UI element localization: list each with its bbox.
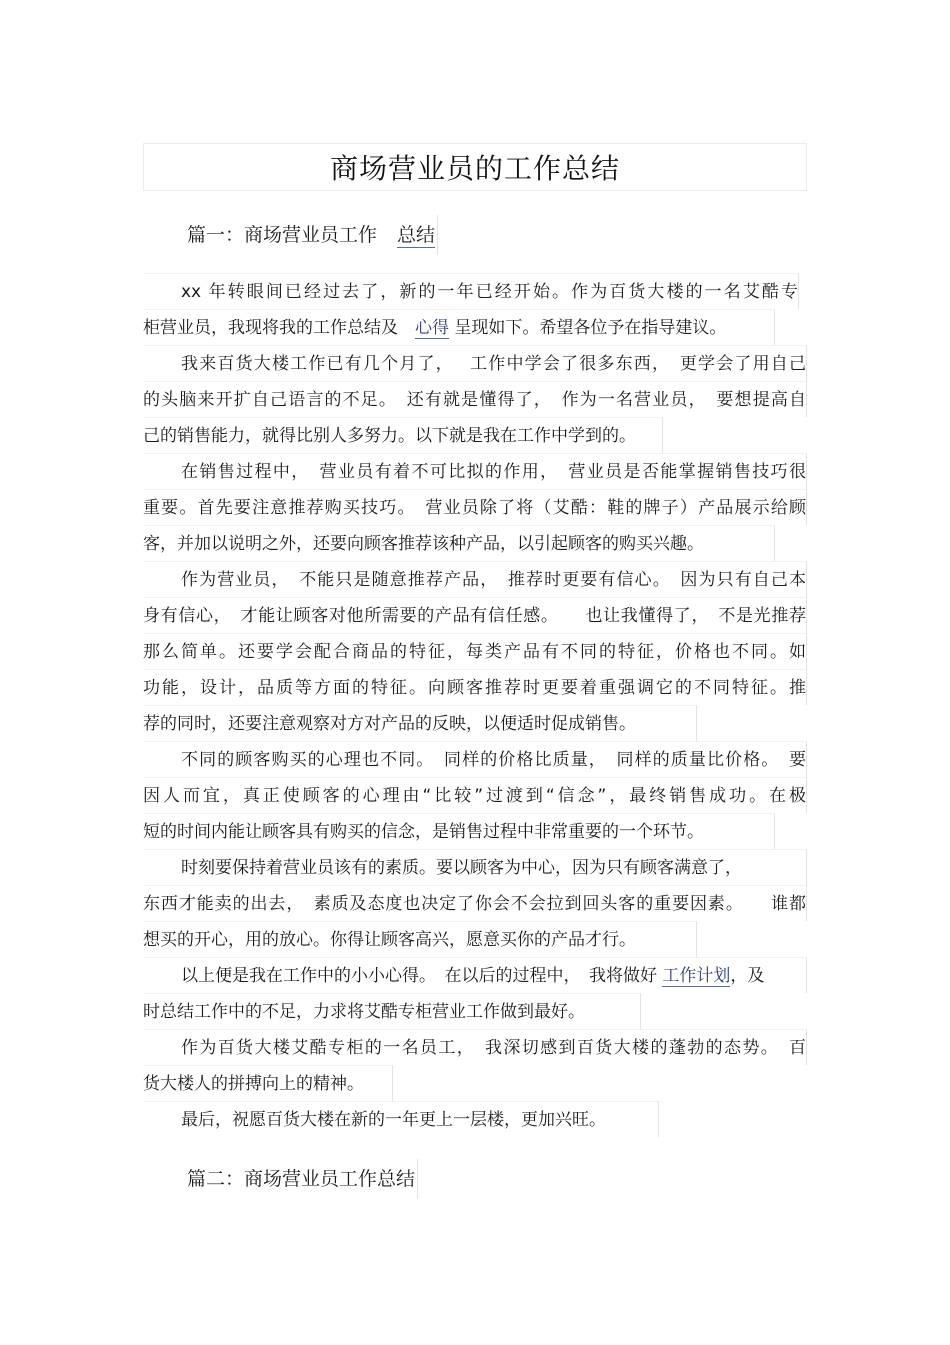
text-span: 柜营业员，我现将我的工作总结及: [143, 318, 415, 338]
inline-link[interactable]: 心得: [415, 318, 449, 338]
paragraph-line: 身有信心， 才能让顾客对他所需要的产品有信任感。 也让我懂得了， 不是光推荐: [143, 597, 807, 633]
paragraph-line: 最后，祝愿百货大楼在新的一年更上一层楼，更加兴旺。: [143, 1101, 659, 1137]
paragraph-line: 荐的同时，还要注意观察对方对产品的反映，以便适时促成销售。: [143, 705, 697, 741]
paragraph: [143, 453, 807, 561]
paragraph-line: 己的销售能力，就得比别人多努力。以下就是我在工作中学到的。: [143, 417, 663, 453]
paragraph: [143, 1101, 807, 1137]
paragraph: [143, 957, 807, 1029]
paragraph-line: 货大楼人的拼搏向上的精神。: [143, 1065, 393, 1101]
paragraph-line: 在销售过程中， 营业员有着不可比拟的作用， 营业员是否能掌握销售技巧很: [143, 453, 807, 489]
inline-link[interactable]: 工作计划: [662, 966, 731, 986]
section-1-heading-link[interactable]: 总结: [397, 224, 436, 246]
paragraph-line: xx 年转眼间已经过去了，新的一年已经开始。作为百货大楼的一名艾酷专: [143, 273, 799, 309]
paragraph-line: 我来百货大楼工作已有几个月了， 工作中学会了很多东西， 更学会了用自己: [143, 345, 807, 381]
paragraph-line: 那么简单。还要学会配合商品的特征，每类产品有不同的特征，价格也不同。如: [143, 633, 807, 669]
paragraph-line: 东西才能卖的出去， 素质及态度也决定了你会不会拉到回头客的重要因素。 谁都: [143, 885, 807, 921]
paragraph-line: 短的时间内能让顾客具有购买的信念，是销售过程中非常重要的一个环节。: [143, 813, 775, 849]
paragraph: [143, 849, 807, 957]
document-page: [143, 143, 807, 1199]
section-1-body: [143, 273, 807, 1137]
paragraph-line: 时总结工作中的不足，力求将艾酷专柜营业工作做到最好。: [143, 993, 641, 1029]
document-title: 商场营业员的工作总结: [329, 152, 620, 185]
text-span: ，及: [730, 966, 765, 986]
paragraph-line: 想买的开心，用的放心。你得让顾客高兴，愿意买你的产品才行。: [143, 921, 697, 957]
text-span: 以上便是我在工作中的小小心得。 在以后的过程中， 我将做好: [181, 966, 663, 986]
paragraph-line: 功能，设计，品质等方面的特征。向顾客推荐时更要着重强调它的不同特征。推: [143, 669, 807, 705]
paragraph-line: 时刻要保持着营业员该有的素质。要以顾客为中心，因为只有顾客满意了，: [143, 849, 807, 885]
section-1-heading-text: 篇一：商场营业员工作: [187, 224, 378, 246]
paragraph: [143, 561, 807, 741]
title-box: [143, 143, 807, 191]
paragraph-line: 作为百货大楼艾酷专柜的一名员工， 我深切感到百货大楼的蓬勃的态势。 百: [143, 1029, 807, 1065]
paragraph-line: 因人而宜，真正使顾客的心理由“比较”过渡到“信念”，最终销售成功。在极: [143, 777, 807, 813]
text-span: 呈现如下。希望各位予在指导建议。: [449, 318, 727, 338]
paragraph-line: 重要。首先要注意推荐购买技巧。 营业员除了将（艾酷：鞋的牌子）产品展示给顾: [143, 489, 807, 525]
paragraph: [143, 345, 807, 453]
paragraph-line: [143, 957, 807, 993]
section-2-heading: 篇二：商场营业员工作总结: [143, 1159, 418, 1199]
paragraph-line: [143, 309, 775, 345]
paragraph: [143, 1029, 807, 1101]
paragraph-line: 的头脑来开扩自己语言的不足。 还有就是懂得了， 作为一名营业员， 要想提高自: [143, 381, 807, 417]
paragraph: [143, 741, 807, 849]
paragraph-line: 作为营业员， 不能只是随意推荐产品， 推荐时更要有信心。 因为只有自己本: [143, 561, 807, 597]
paragraph-line: 不同的顾客购买的心理也不同。 同样的价格比质量， 同样的质量比价格。 要: [143, 741, 807, 777]
section-1-heading: [143, 215, 438, 255]
paragraph: [143, 273, 807, 345]
paragraph-line: 客，并加以说明之外，还要向顾客推荐该种产品，以引起顾客的购买兴趣。: [143, 525, 775, 561]
